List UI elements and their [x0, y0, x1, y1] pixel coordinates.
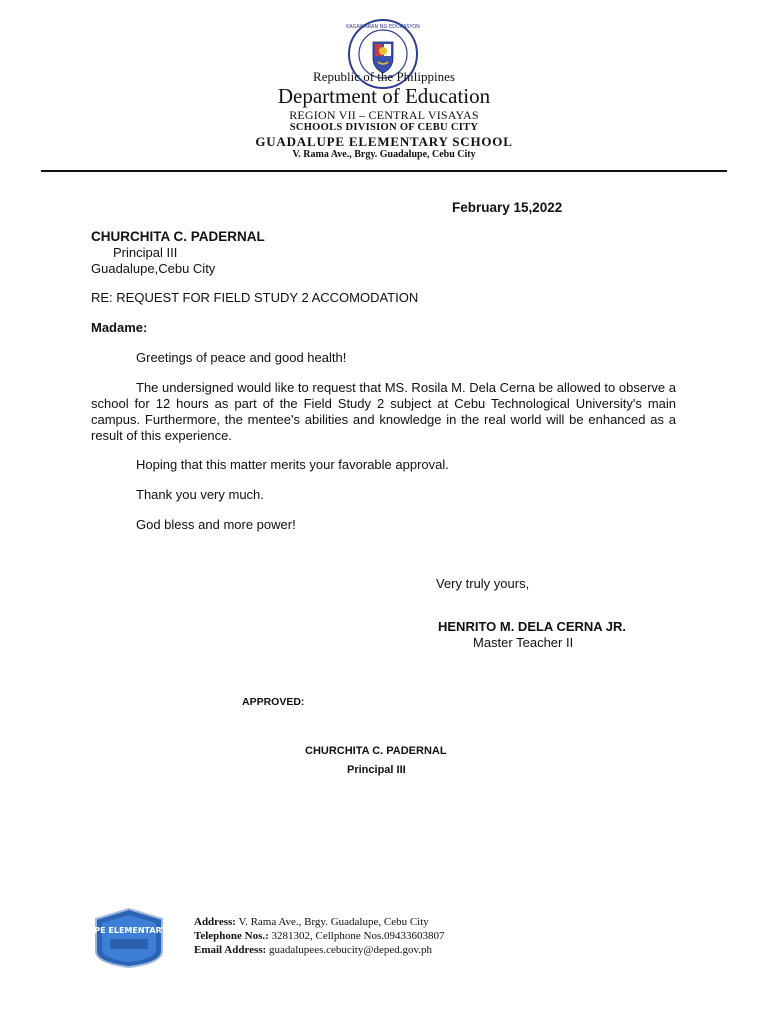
footer-email-label: Email Address: — [194, 944, 267, 956]
letter-date: February 15,2022 — [452, 200, 563, 215]
footer-address-value: V. Rama Ave., Brgy. Guadalupe, Cebu City — [238, 916, 429, 928]
footer-contact — [194, 915, 444, 957]
body-paragraph: God bless and more power! — [136, 517, 296, 532]
body-paragraph: The undersigned would like to request that MS. Rosila M. Dela Cerna be allowed to observe a school for 12 hours as part of the Field Study 2 subject at Cebu Technological University's main campus. Furthermore, the mentee's abilities and knowledge in the real world will be enhanced as a result of this experience. — [91, 380, 676, 443]
approver-name: CHURCHITA C. PADERNAL — [305, 745, 447, 757]
closing: Very truly yours, — [436, 576, 530, 591]
republic-heading: Republic of the Philippines — [313, 69, 455, 84]
recipient-address: Guadalupe,Cebu City — [91, 261, 216, 276]
svg-text:GUADALUPE ELEMENTARY SCHOOL: GUADALUPE ELEMENTARY SCHOOL — [51, 926, 207, 935]
approver-position: Principal III — [347, 764, 406, 776]
footer-phone-label: Telephone Nos.: — [194, 930, 269, 942]
school-address: V. Rama Ave., Brgy. Guadalupe, Cebu City — [292, 149, 476, 160]
school-logo-icon — [51, 907, 207, 969]
department-heading: Department of Education — [277, 84, 491, 108]
footer-phone-row — [194, 929, 444, 943]
recipient-position: Principal III — [113, 245, 178, 260]
school-name: GUADALUPE ELEMENTARY SCHOOL — [255, 134, 513, 149]
signatory-name: HENRITO M. DELA CERNA JR. — [438, 619, 627, 634]
salutation: Madame: — [91, 320, 148, 335]
division-heading: SCHOOLS DIVISION OF CEBU CITY — [289, 122, 479, 133]
letter-subject: RE: REQUEST FOR FIELD STUDY 2 ACCOMODATION — [91, 290, 419, 305]
body-paragraph: Greetings of peace and good health! — [136, 350, 347, 365]
body-paragraph: Thank you very much. — [136, 487, 264, 502]
body-paragraph: Hoping that this matter merits your favorable approval. — [136, 457, 449, 472]
recipient-name: CHURCHITA C. PADERNAL — [91, 229, 265, 244]
header-divider — [41, 170, 727, 172]
footer-phone-value: 3281302, Cellphone Nos.09433603807 — [271, 930, 445, 942]
footer-email-row — [194, 943, 444, 957]
signatory-position: Master Teacher II — [473, 635, 574, 650]
footer-address-label: Address: — [194, 916, 236, 928]
region-heading: REGION VII – CENTRAL VISAYAS — [289, 108, 479, 122]
approved-label: APPROVED: — [242, 696, 305, 708]
footer-address-row — [194, 915, 444, 929]
footer-email-value: guadalupees.cebucity@deped.gov.ph — [268, 944, 433, 956]
svg-text:KAGAWARAN NG EDUKASYON: KAGAWARAN NG EDUKASYON — [346, 24, 420, 30]
